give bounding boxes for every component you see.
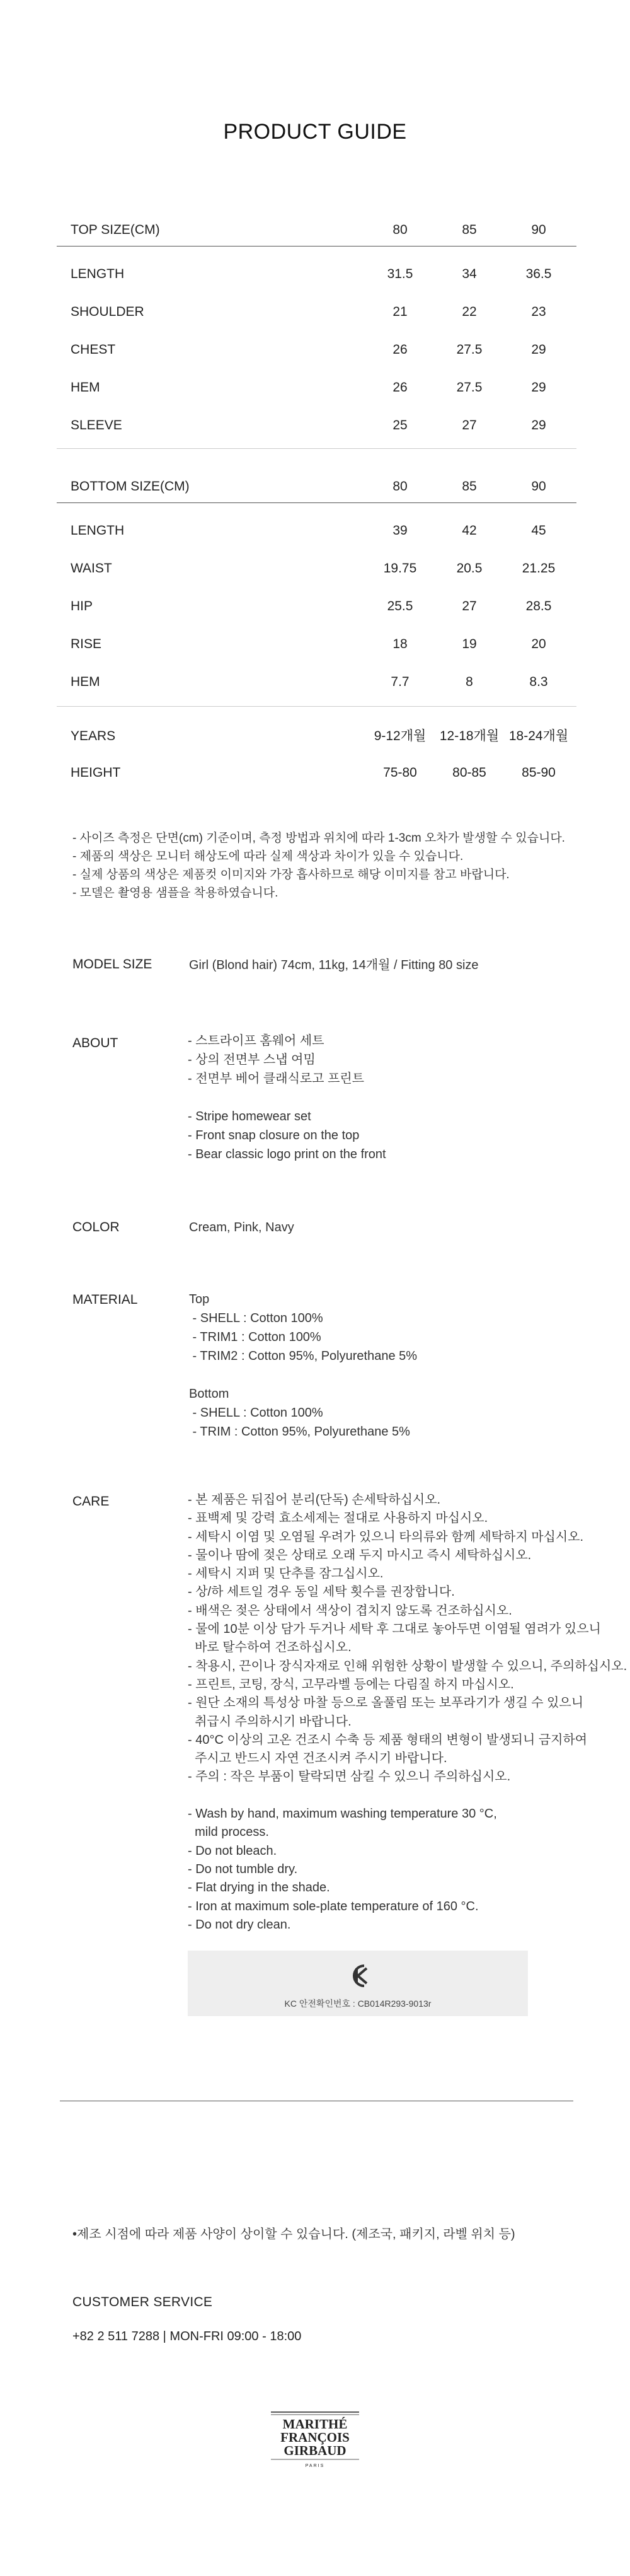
cell: 18 bbox=[392, 637, 408, 651]
row-label: HEM bbox=[71, 380, 100, 395]
logo-line-2: FRANÇOIS bbox=[280, 2430, 350, 2445]
customer-service-info: +82 2 511 7288 | MON-FRI 09:00 - 18:00 bbox=[72, 2329, 302, 2343]
cell: 26 bbox=[392, 380, 408, 395]
model-size-label: MODEL SIZE bbox=[72, 957, 152, 972]
cell: 20.5 bbox=[456, 561, 483, 576]
size-80-header: 80 bbox=[392, 223, 408, 237]
row-label: HEM bbox=[71, 675, 100, 689]
kc-certification-box bbox=[188, 1951, 528, 2016]
row-label: YEARS bbox=[71, 729, 116, 743]
color-value: Cream, Pink, Navy bbox=[189, 1221, 294, 1234]
row-label: RISE bbox=[71, 637, 102, 651]
cell: 20 bbox=[531, 637, 546, 651]
bottom-size-header-row bbox=[57, 474, 576, 499]
size-notes bbox=[72, 829, 565, 902]
cell: 75-80 bbox=[383, 765, 417, 780]
size-85-header: 85 bbox=[462, 223, 477, 237]
note-line: - 사이즈 측정은 단면(cm) 기준이며, 측정 방법과 위치에 따라 1-3cm 오차가 발생할 수 있습니다. bbox=[72, 832, 565, 845]
cell: 21 bbox=[392, 305, 408, 319]
cell: 8.3 bbox=[529, 675, 548, 689]
table-row bbox=[57, 632, 576, 657]
cell: 80-85 bbox=[452, 765, 486, 780]
cell: 21.25 bbox=[522, 561, 556, 576]
cell: 29 bbox=[531, 380, 546, 395]
table-row bbox=[57, 724, 576, 749]
top-size-header-row bbox=[57, 218, 576, 243]
cell: 19.75 bbox=[383, 561, 417, 576]
cell: 85-90 bbox=[522, 765, 556, 780]
customer-service-title: CUSTOMER SERVICE bbox=[72, 2295, 213, 2309]
care-text: - 본 제품은 뒤집어 분리(단독) 손세탁하십시오. - 표백제 및 강력 효소세제는 절대로 사용하지 마십시오. - 세탁시 이염 및 오염될 우려가 있으니 타의류와 함께 세탁하지 마십시오. - 물이나 땀에 젖은 상태로 오래 두지 마시고 즉시 세탁하십시오. - 세탁시 지퍼 및 단추를 잠그십시오. - 상/하 세트일 경우 동일 세탁 횟수를 권장합니다. - 배색은 젖은 상태에서 색상이 겹치지 않도록 건조하십시오. - 물에 10분 이상 담가 두거나 세탁 후 그대로 놓아두면 이염될 염려가 있으니 바로 탈수하여 건조하십시오. - 착용시, 끈이나 장식자재로 인해 위험한 상황이 발생할 수 있으니, 주의하십시오. - 프린트, 코팅, 장식, 고무라벨 등에는 다림질 하지 마십시오. - 원단 소재의 특성상 마찰 등으로 올풀림 또는 보푸라기가 생길 수 있으니 취급시 주의하시기 바랍니다. - 40°C 이상의 고온 건조시 수축 등 제품 형태의 변형이 발생되니 금지하여 주시고 반드시 자연 건조시켜 주시기 바랍니다. - 주의 : 작은 부품이 탈락되면 삼킬 수 있으니 주의하십시오. - Wash by hand, maximum washing temperature 30 °C, mild process. - Do not bleach. - Do not tumble dry. - Flat drying in the shade. - Iron at maximum sole-plate temperature of 160 °C. - Do not dry clean. bbox=[188, 1493, 627, 1932]
size-85-header: 85 bbox=[462, 479, 477, 494]
color-label: COLOR bbox=[72, 1220, 120, 1234]
cell: 45 bbox=[531, 523, 546, 538]
table-row bbox=[57, 670, 576, 695]
cell: 22 bbox=[462, 305, 477, 319]
row-label: LENGTH bbox=[71, 523, 125, 538]
cell: 36.5 bbox=[525, 267, 552, 281]
table-row bbox=[57, 413, 576, 438]
table-row bbox=[57, 556, 576, 581]
cell: 18-24개월 bbox=[508, 729, 569, 743]
size-90-header: 90 bbox=[531, 479, 546, 494]
page-title: PRODUCT GUIDE bbox=[223, 120, 407, 144]
logo-city: PARIS bbox=[305, 2464, 325, 2468]
care-label: CARE bbox=[72, 1494, 110, 1509]
note-line: - 제품의 색상은 모니터 해상도에 따라 실제 색상과 차이가 있을 수 있습니다. bbox=[72, 850, 464, 863]
logo-line-1: MARITHÉ bbox=[282, 2416, 348, 2432]
table-header-divider bbox=[57, 502, 576, 503]
table-row bbox=[57, 337, 576, 363]
note-line: - 실제 상품의 색상은 제품컷 이미지와 가장 흡사하므로 해당 이미지를 참고 바랍니다. bbox=[72, 868, 510, 881]
top-size-header-label: TOP SIZE(CM) bbox=[71, 223, 160, 237]
cell: 27 bbox=[462, 599, 477, 613]
brand-logo bbox=[268, 2408, 362, 2471]
cell: 27.5 bbox=[456, 380, 483, 395]
kc-certification-icon bbox=[345, 1962, 370, 1990]
cell: 12-18개월 bbox=[439, 729, 500, 743]
note-line: - 모델은 촬영용 샘플을 착용하였습니다. bbox=[72, 886, 278, 900]
table-row bbox=[57, 375, 576, 400]
bottom-size-header-label: BOTTOM SIZE(CM) bbox=[71, 479, 190, 494]
size-80-header: 80 bbox=[392, 479, 408, 494]
table-section-divider bbox=[57, 448, 576, 449]
row-label: HIP bbox=[71, 599, 93, 613]
material-label: MATERIAL bbox=[72, 1292, 138, 1307]
row-label: HEIGHT bbox=[71, 765, 121, 780]
cell: 25 bbox=[392, 418, 408, 432]
table-row bbox=[57, 518, 576, 543]
table-row bbox=[57, 262, 576, 287]
cell: 23 bbox=[531, 305, 546, 319]
cell: 27 bbox=[462, 418, 477, 432]
size-90-header: 90 bbox=[531, 223, 546, 237]
cell: 28.5 bbox=[525, 599, 552, 613]
cell: 34 bbox=[462, 267, 477, 281]
logo-line-3: GIRBAUD bbox=[284, 2443, 346, 2458]
row-label: WAIST bbox=[71, 561, 112, 576]
cell: 8 bbox=[466, 675, 473, 689]
row-label: LENGTH bbox=[71, 267, 125, 281]
row-label: CHEST bbox=[71, 342, 116, 357]
row-label: SLEEVE bbox=[71, 418, 122, 432]
cell: 29 bbox=[531, 342, 546, 357]
kc-certification-number: KC 안전확인번호 : CB014R293-9013r bbox=[284, 1999, 432, 2009]
spec-footnote: •제조 시점에 따라 제품 사양이 상이할 수 있습니다. (제조국, 패키지, 라벨 위치 등) bbox=[72, 2227, 515, 2241]
cell: 25.5 bbox=[387, 599, 413, 613]
table-row bbox=[57, 594, 576, 619]
table-section-divider bbox=[57, 706, 576, 707]
cell: 31.5 bbox=[387, 267, 413, 281]
cell: 39 bbox=[392, 523, 408, 538]
cell: 9-12개월 bbox=[374, 729, 427, 743]
table-row bbox=[57, 760, 576, 786]
cell: 42 bbox=[462, 523, 477, 538]
cell: 26 bbox=[392, 342, 408, 357]
cell: 27.5 bbox=[456, 342, 483, 357]
about-text: - 스트라이프 홈웨어 세트 - 상의 전면부 스냅 여밈 - 전면부 베어 클래식로고 프린트 - Stripe homewear set - Front snap closure on the top - Bear classic logo print on the front bbox=[188, 1034, 386, 1161]
material-text: Top - SHELL : Cotton 100% - TRIM1 : Cotton 100% - TRIM2 : Cotton 95%, Polyurethane 5% Bottom - SHELL : Cotton 100% - TRIM : Cotton 95%, Polyurethane 5% bbox=[189, 1292, 418, 1439]
cell: 19 bbox=[462, 637, 477, 651]
table-header-divider bbox=[57, 246, 576, 247]
model-size-value: Girl (Blond hair) 74cm, 11kg, 14개월 / Fitting 80 size bbox=[189, 958, 479, 972]
table-row bbox=[57, 299, 576, 325]
cell: 7.7 bbox=[391, 675, 410, 689]
about-label: ABOUT bbox=[72, 1036, 118, 1050]
cell: 29 bbox=[531, 418, 546, 432]
row-label: SHOULDER bbox=[71, 305, 144, 319]
